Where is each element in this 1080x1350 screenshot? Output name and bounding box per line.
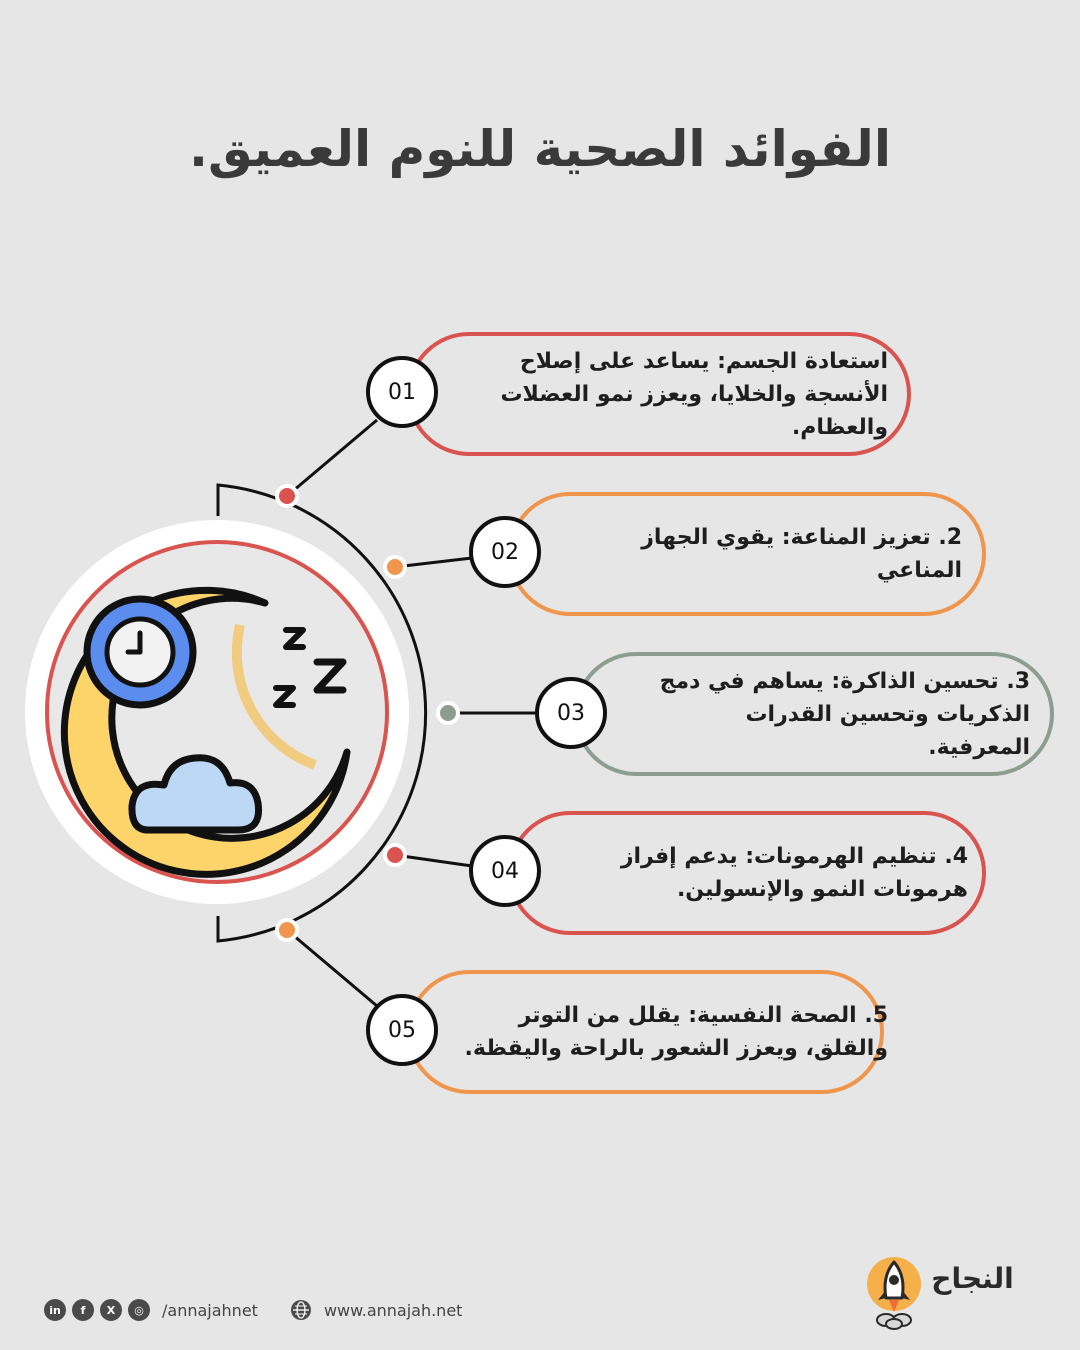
facebook-icon[interactable]: f: [72, 1299, 94, 1321]
globe-icon: [290, 1299, 312, 1321]
x-icon[interactable]: X: [100, 1299, 122, 1321]
social-handle[interactable]: /annajahnet: [162, 1300, 258, 1320]
rocket-logo-icon: [864, 1254, 924, 1332]
connector-dot-4: [385, 845, 405, 865]
connector-dot-2: [385, 557, 405, 577]
connector-line-5: [287, 930, 377, 1006]
footer-social: [44, 1297, 462, 1323]
instagram-icon[interactable]: ◎: [128, 1299, 150, 1321]
benefit-number-4: 04: [469, 835, 541, 907]
benefit-text-1: استعادة الجسم: يساعد على إصلاح الأنسجة والخلايا، ويعزز نمو العضلات والعظام.: [500, 348, 888, 440]
connector-dot-5: [277, 920, 297, 940]
benefit-text-3: 3. تحسين الذاكرة: يساهم في دمج الذكريات وتحسين القدرات المعرفية.: [659, 668, 1030, 760]
benefit-number-1: 01: [366, 356, 438, 428]
benefit-text-4: 4. تنظيم الهرمونات: يدعم إفراز هرمونات النمو والإنسولين.: [620, 844, 968, 902]
clock-icon: [87, 599, 193, 705]
benefit-text-5: 5. الصحة النفسية: يقلل من التوتر والقلق، ويعزز الشعور بالراحة واليقظة.: [464, 1003, 888, 1061]
benefit-number-2: 02: [469, 516, 541, 588]
brand-name: النجاح: [931, 1262, 1014, 1295]
website-link[interactable]: www.annajah.net: [323, 1300, 463, 1320]
benefit-number-3: 03: [535, 677, 607, 749]
benefit-text-2: 2. تعزيز المناعة: يقوي الجهاز المناعي: [641, 525, 962, 583]
connector-dot-1: [277, 486, 297, 506]
benefit-number-5: 05: [366, 994, 438, 1066]
linkedin-icon[interactable]: in: [44, 1299, 66, 1321]
page-title: الفوائد الصحية للنوم العميق.: [189, 120, 891, 178]
connector-line-1: [287, 420, 377, 496]
connector-dot-3: [438, 703, 458, 723]
